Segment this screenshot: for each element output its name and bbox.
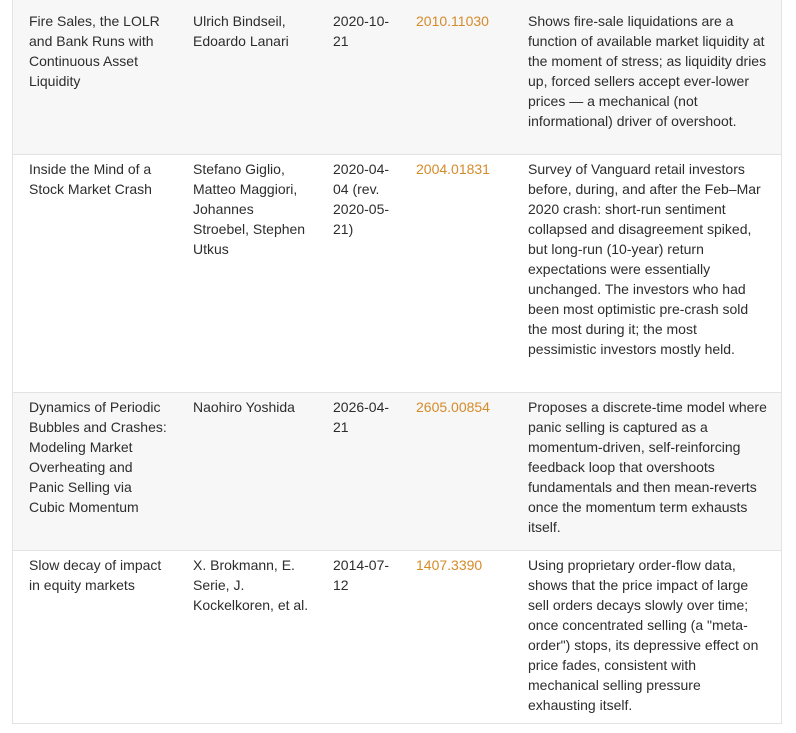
papers-table bbox=[13, 0, 781, 724]
paper-authors: X. Brokmann, E. Serie, J. Kockelkoren, et al. bbox=[179, 551, 319, 724]
paper-id-cell bbox=[402, 0, 516, 155]
table-row bbox=[13, 155, 781, 393]
paper-date: 2014-07-12 bbox=[319, 551, 402, 724]
arxiv-link[interactable]: 2605.00854 bbox=[416, 399, 490, 415]
papers-table-container bbox=[12, 0, 782, 724]
paper-authors: Naohiro Yoshida bbox=[179, 393, 319, 551]
paper-summary: Using proprietary order-flow data, shows that the price impact of large sell orders decays slowly over time; once concentrated selling (a "meta-order") stops, its depressive effect on price fades, consistent with mechanical selling pressure exhausting itself. bbox=[516, 551, 781, 724]
arxiv-link[interactable]: 1407.3390 bbox=[416, 557, 483, 573]
table-row bbox=[13, 0, 781, 155]
table-row bbox=[13, 551, 781, 724]
paper-authors: Ulrich Bindseil, Edoardo Lanari bbox=[179, 0, 319, 155]
arxiv-link[interactable]: 2010.11030 bbox=[416, 13, 489, 29]
paper-authors: Stefano Giglio, Matteo Maggiori, Johannes Stroebel, Stephen Utkus bbox=[179, 155, 319, 393]
paper-title: Dynamics of Periodic Bubbles and Crashes: Modeling Market Overheating and Panic Selling via Cubic Momentum bbox=[13, 393, 179, 551]
paper-date: 2026-04-21 bbox=[319, 393, 402, 551]
paper-title: Fire Sales, the LOLR and Bank Runs with Continuous Asset Liquidity bbox=[13, 0, 179, 155]
paper-summary: Shows fire-sale liquidations are a function of available market liquidity at the moment of stress; as liquidity dries up, forced sellers accept ever-lower prices — a mechanical (not informational) driver of overshoot. bbox=[516, 0, 781, 155]
paper-summary: Survey of Vanguard retail investors before, during, and after the Feb–Mar 2020 crash: short-run sentiment collapsed and disagreement spiked, but long-run (10-year) return expectations were essentially unchanged. The investors who had been most optimistic pre-crash sold the most during it; the most pessimistic investors mostly held. bbox=[516, 155, 781, 393]
paper-date: 2020-10-21 bbox=[319, 0, 402, 155]
paper-title: Inside the Mind of a Stock Market Crash bbox=[13, 155, 179, 393]
table-row bbox=[13, 393, 781, 551]
paper-id-cell bbox=[402, 155, 516, 393]
paper-title: Slow decay of impact in equity markets bbox=[13, 551, 179, 724]
paper-id-cell bbox=[402, 393, 516, 551]
paper-id-cell bbox=[402, 551, 516, 724]
paper-summary: Proposes a discrete-time model where panic selling is captured as a momentum-driven, self-reinforcing feedback loop that overshoots fundamentals and then mean-reverts once the momentum term exhausts itself. bbox=[516, 393, 781, 551]
arxiv-link[interactable]: 2004.01831 bbox=[416, 161, 490, 177]
paper-date: 2020-04-04 (rev. 2020-05-21) bbox=[319, 155, 402, 393]
